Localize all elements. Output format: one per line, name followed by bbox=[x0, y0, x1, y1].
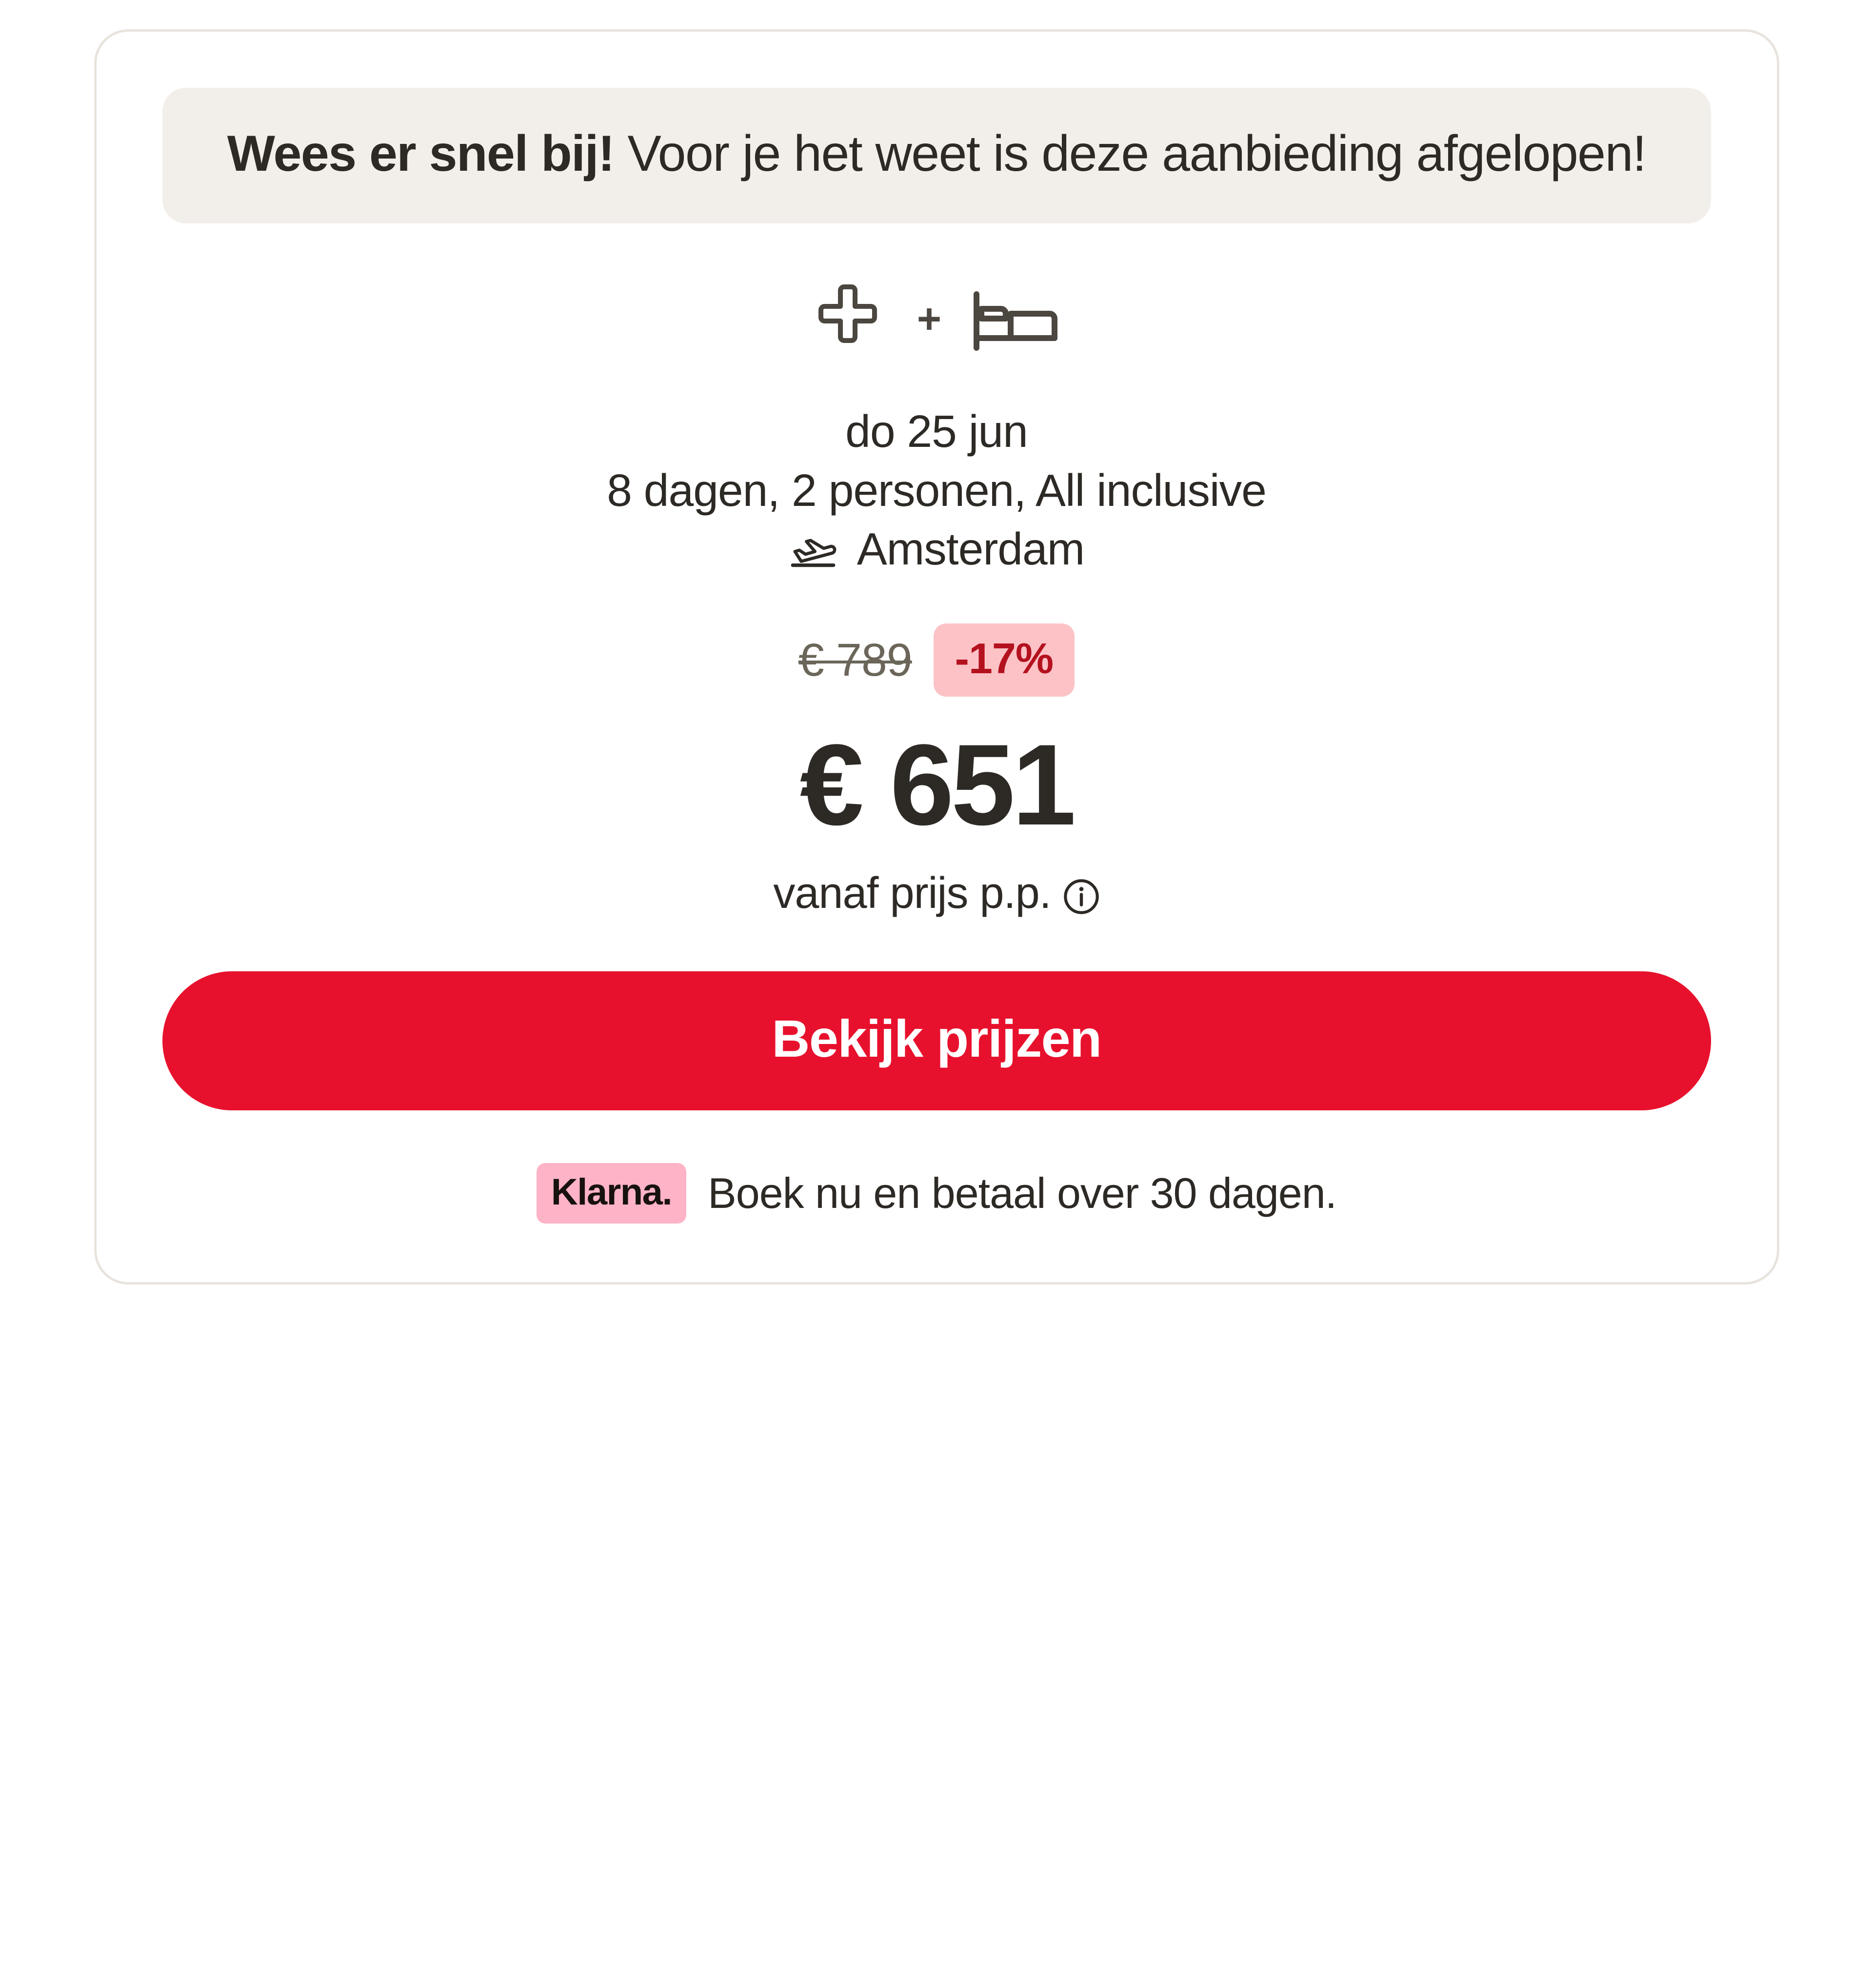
old-price: € 789 bbox=[798, 634, 912, 686]
old-price-row bbox=[162, 623, 1711, 697]
urgency-banner bbox=[162, 88, 1711, 223]
plus-icon: + bbox=[917, 295, 942, 342]
discount-badge: -17% bbox=[934, 623, 1075, 697]
airplane-icon bbox=[809, 282, 892, 360]
klarna-message: Boek nu en betaal over 30 dagen. bbox=[708, 1169, 1337, 1218]
product-type-icons bbox=[162, 282, 1711, 360]
urgency-text bbox=[197, 118, 1677, 190]
trip-summary: 8 dagen, 2 personen, All inclusive bbox=[607, 464, 1266, 516]
departure-airport-label: Amsterdam bbox=[857, 523, 1085, 575]
deal-card bbox=[94, 29, 1779, 1285]
current-price: € 651 bbox=[799, 721, 1074, 850]
trip-date: do 25 jun bbox=[845, 405, 1028, 457]
view-prices-button[interactable]: Bekijk prijzen bbox=[162, 971, 1711, 1110]
trip-departure bbox=[162, 520, 1711, 579]
bed-icon bbox=[967, 284, 1064, 358]
klarna-logo: Klarna. bbox=[537, 1163, 686, 1224]
price-note bbox=[162, 868, 1711, 919]
trip-details bbox=[162, 402, 1711, 579]
klarna-payment-row bbox=[162, 1163, 1711, 1224]
urgency-text-bold: Wees er snel bij! bbox=[227, 125, 615, 182]
price-note-label: vanaf prijs p.p. bbox=[773, 869, 1051, 918]
takeoff-icon bbox=[789, 534, 837, 571]
info-icon[interactable] bbox=[1063, 878, 1100, 915]
urgency-text-rest: Voor je het weet is deze aanbieding afgelopen! bbox=[614, 125, 1646, 182]
price-block bbox=[162, 623, 1711, 919]
